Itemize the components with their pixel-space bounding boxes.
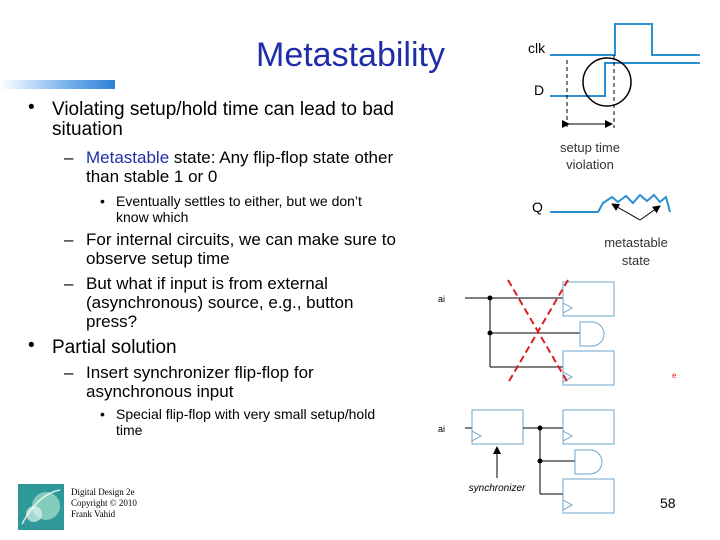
junction-dot xyxy=(488,296,493,301)
sub-sub-bullet-2-line-1: Special flip-flop with very small setup/hold xyxy=(116,406,376,422)
sub-bullet-marker-4: – xyxy=(64,363,74,382)
sub-bullet-marker-3: – xyxy=(64,274,74,293)
metastable-arrow-right xyxy=(640,206,660,220)
sub-bullet-marker-1: – xyxy=(64,148,74,167)
setup-violation-label-1: setup time xyxy=(560,140,620,155)
bullet-1-line-2: situation xyxy=(52,119,123,140)
junction-dot xyxy=(538,426,543,431)
footer-line-2: Copyright © 2010 xyxy=(71,498,137,508)
footer-line-3: Frank Vahid xyxy=(71,509,116,519)
sub-bullet-4-line-2: asynchronous input xyxy=(86,382,234,401)
sub-sub-bullet-1-line-2: know which xyxy=(116,209,189,225)
sub-bullet-4-line-1: Insert synchronizer flip-flop for xyxy=(86,363,314,382)
junction-dot xyxy=(488,331,493,336)
sub-bullet-3-line-2: (asynchronous) source, e.g., button xyxy=(86,293,354,312)
book-cover-logo xyxy=(18,484,64,530)
flip-flop-box-3 xyxy=(563,410,614,444)
sub-bullet-1-rest: state: Any flip-flop state other xyxy=(169,148,394,167)
metastable-label-2: state xyxy=(621,253,651,268)
bullet-1-line-1: Violating setup/hold time can lead to bad xyxy=(52,99,394,120)
bullet-marker-2: • xyxy=(28,335,35,356)
footer-line-1: Digital Design 2e xyxy=(71,487,135,497)
flip-flop-box-2 xyxy=(563,351,614,385)
sub-bullet-2-line-2: observe setup time xyxy=(86,249,230,268)
sub-bullet-3-line-3: press? xyxy=(86,312,138,331)
sub-bullet-2-line-1: For internal circuits, we can make sure to xyxy=(86,230,396,249)
bullet-marker-1: • xyxy=(28,97,35,118)
page-number: 58 xyxy=(660,495,676,511)
and-gate-2 xyxy=(575,450,602,474)
clk-label: clk xyxy=(528,40,546,56)
metastable-term: Metastable xyxy=(86,148,170,167)
footer-copyright xyxy=(71,487,137,520)
and-gate-1 xyxy=(580,322,604,346)
flip-flop-box-1 xyxy=(563,282,614,316)
d-label: D xyxy=(534,82,545,98)
clk-waveform xyxy=(550,24,700,55)
sub-bullet-3-line-1: But what if input is from external xyxy=(86,274,328,293)
sub-sub-bullet-2-line-2: time xyxy=(116,422,143,438)
synchronizer-flip-flop xyxy=(472,410,523,444)
ai-input-label-top: ai xyxy=(438,294,446,304)
e-mark: e xyxy=(672,371,677,380)
q-label: Q xyxy=(532,199,543,215)
violation-circle xyxy=(583,58,631,106)
metastable-arrow-left xyxy=(612,204,640,220)
metastable-label-1: metastable xyxy=(604,235,668,250)
sub-sub-bullet-marker-2: • xyxy=(100,406,105,422)
setup-violation-label-2: violation xyxy=(566,157,614,172)
q-waveform xyxy=(550,195,670,212)
sub-bullet-marker-2: – xyxy=(64,230,74,249)
d-waveform xyxy=(550,63,700,96)
sub-sub-bullet-marker-1: • xyxy=(100,193,105,209)
flip-flop-box-4 xyxy=(563,479,614,513)
bullet-2: Partial solution xyxy=(52,337,177,358)
synchronizer-label: synchronizer xyxy=(468,483,526,494)
ai-input-label-bottom: ai xyxy=(438,424,446,434)
junction-dot xyxy=(538,459,543,464)
slide-title: Metastability xyxy=(256,36,445,74)
sub-sub-bullet-1-line-1: Eventually settles to either, but we don’t xyxy=(116,193,362,209)
sub-bullet-1-line-2: than stable 1 or 0 xyxy=(86,167,218,186)
